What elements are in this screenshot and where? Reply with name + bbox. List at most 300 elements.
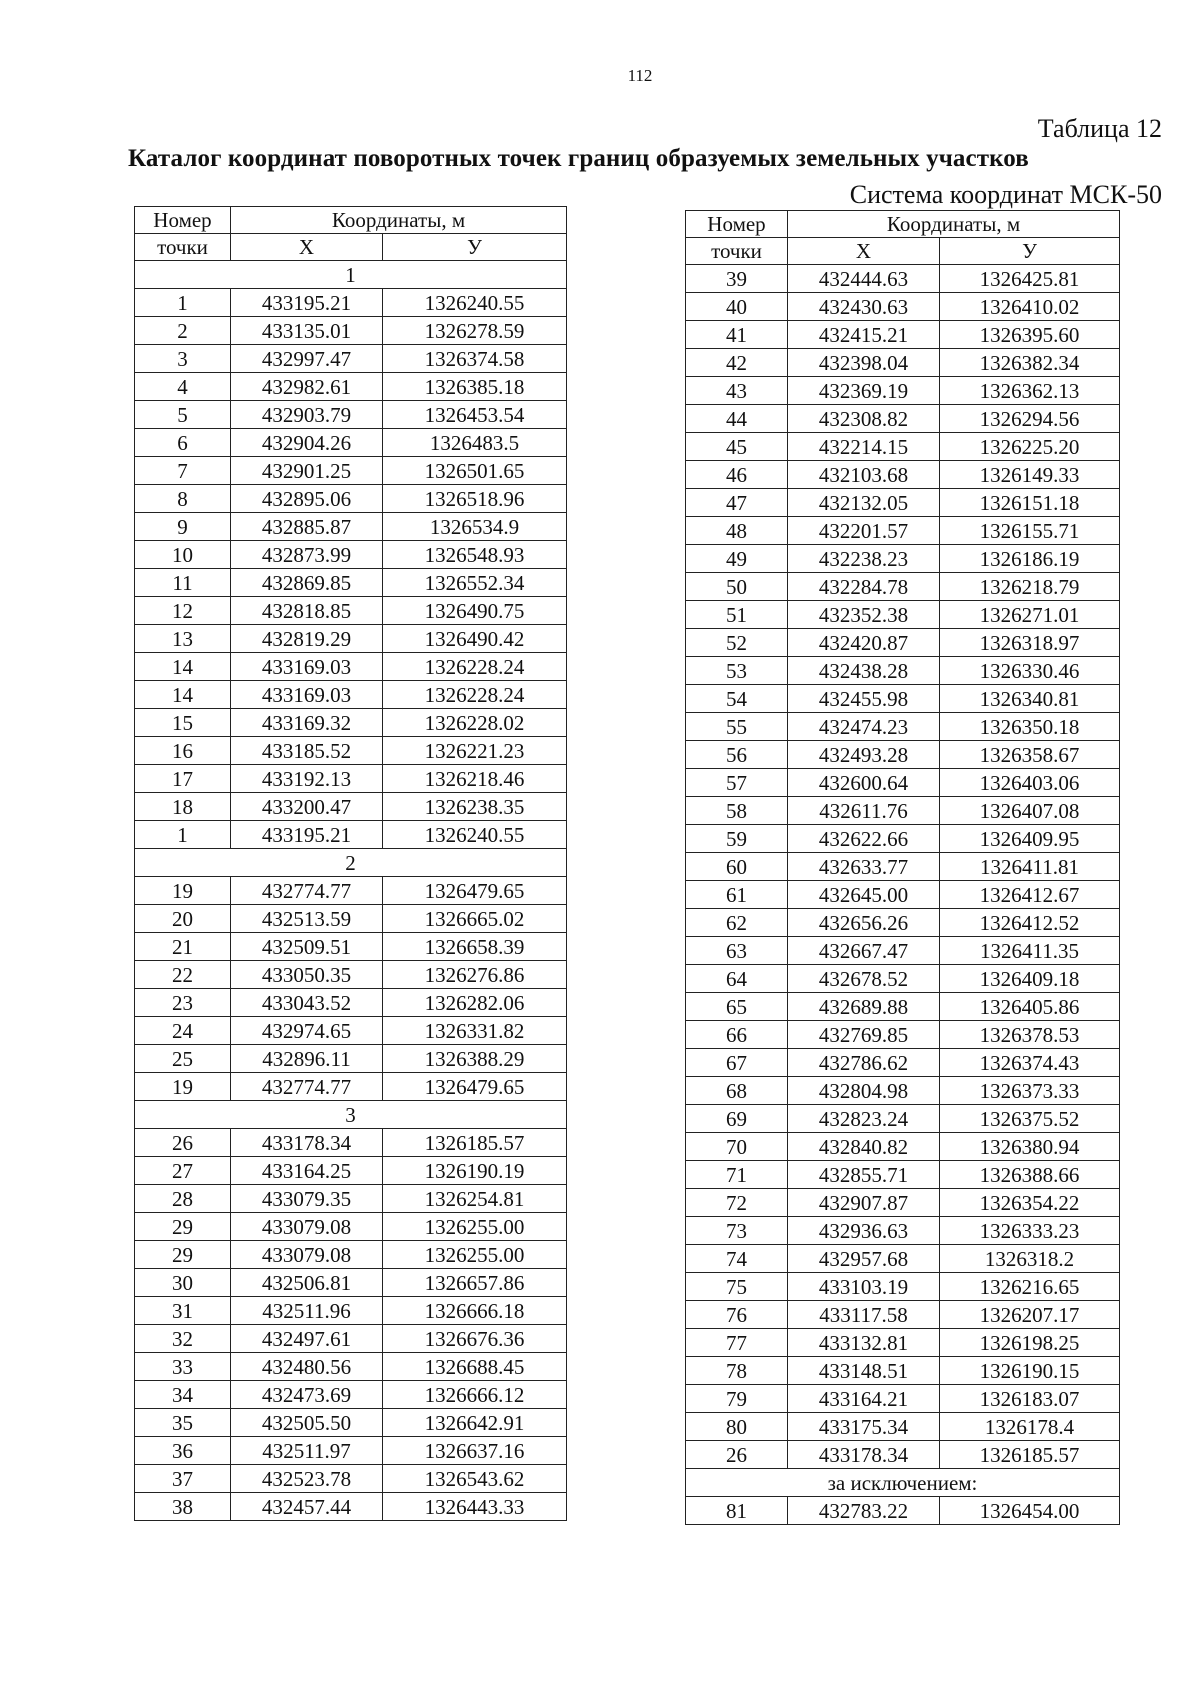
x-coordinate-cell: 432493.28 [788, 741, 940, 769]
point-number-cell: 25 [135, 1045, 231, 1073]
y-coordinate-cell: 1326254.81 [383, 1185, 567, 1213]
document-title: Каталог координат поворотных точек границ образуемых земельных участков [128, 145, 1029, 172]
page-number: 112 [627, 66, 653, 85]
y-coordinate-cell: 1326178.4 [940, 1413, 1120, 1441]
point-number-cell: 14 [135, 653, 231, 681]
table-row [135, 1073, 567, 1101]
y-coordinate-cell: 1326333.23 [940, 1217, 1120, 1245]
table-row [135, 541, 567, 569]
y-coordinate-cell: 1326374.58 [383, 345, 567, 373]
point-number-cell: 62 [686, 909, 788, 937]
point-number-cell: 36 [135, 1437, 231, 1465]
x-coordinate-cell: 432783.22 [788, 1497, 940, 1525]
point-number-cell: 21 [135, 933, 231, 961]
y-coordinate-cell: 1326198.25 [940, 1329, 1120, 1357]
x-coordinate-cell: 432369.19 [788, 377, 940, 405]
group-label: 2 [135, 849, 567, 877]
x-coordinate-cell: 432819.29 [231, 625, 383, 653]
y-coordinate-cell: 1326388.66 [940, 1161, 1120, 1189]
x-coordinate-cell: 433079.08 [231, 1213, 383, 1241]
table-row [135, 317, 567, 345]
table-row [686, 825, 1120, 853]
table-row [686, 629, 1120, 657]
point-number-cell: 32 [135, 1325, 231, 1353]
y-coordinate-cell: 1326373.33 [940, 1077, 1120, 1105]
x-coordinate-cell: 432840.82 [788, 1133, 940, 1161]
header-y: У [940, 238, 1120, 265]
table-row [686, 1021, 1120, 1049]
y-coordinate-cell: 1326228.24 [383, 653, 567, 681]
point-number-cell: 77 [686, 1329, 788, 1357]
x-coordinate-cell: 432823.24 [788, 1105, 940, 1133]
point-number-cell: 55 [686, 713, 788, 741]
table-row [686, 1329, 1120, 1357]
point-number-cell: 13 [135, 625, 231, 653]
x-coordinate-cell: 432873.99 [231, 541, 383, 569]
point-number-cell: 37 [135, 1465, 231, 1493]
point-number-cell: 71 [686, 1161, 788, 1189]
point-number-cell: 26 [686, 1441, 788, 1469]
y-coordinate-cell: 1326294.56 [940, 405, 1120, 433]
y-coordinate-cell: 1326225.20 [940, 433, 1120, 461]
x-coordinate-cell: 433200.47 [231, 793, 383, 821]
table-row [135, 653, 567, 681]
x-coordinate-cell: 432474.23 [788, 713, 940, 741]
point-number-cell: 74 [686, 1245, 788, 1273]
table-row [135, 345, 567, 373]
x-coordinate-cell: 432885.87 [231, 513, 383, 541]
y-coordinate-cell: 1326409.95 [940, 825, 1120, 853]
x-coordinate-cell: 432473.69 [231, 1381, 383, 1409]
table-row [135, 1129, 567, 1157]
x-coordinate-cell: 433103.19 [788, 1273, 940, 1301]
x-coordinate-cell: 433050.35 [231, 961, 383, 989]
y-coordinate-cell: 1326282.06 [383, 989, 567, 1017]
table-row [686, 405, 1120, 433]
group-label: 1 [135, 261, 567, 289]
point-number-cell: 61 [686, 881, 788, 909]
y-coordinate-cell: 1326228.02 [383, 709, 567, 737]
x-coordinate-cell: 433079.08 [231, 1241, 383, 1269]
table-row [135, 821, 567, 849]
point-number-cell: 68 [686, 1077, 788, 1105]
y-coordinate-cell: 1326454.00 [940, 1497, 1120, 1525]
y-coordinate-cell: 1326238.35 [383, 793, 567, 821]
y-coordinate-cell: 1326688.45 [383, 1353, 567, 1381]
table-row [686, 461, 1120, 489]
group-row [686, 1469, 1120, 1497]
x-coordinate-cell: 432438.28 [788, 657, 940, 685]
table-row [135, 1185, 567, 1213]
x-coordinate-cell: 432308.82 [788, 405, 940, 433]
y-coordinate-cell: 1326276.86 [383, 961, 567, 989]
y-coordinate-cell: 1326149.33 [940, 461, 1120, 489]
point-number-cell: 69 [686, 1105, 788, 1133]
header-x: X [788, 238, 940, 265]
table-row [686, 937, 1120, 965]
table-row [135, 989, 567, 1017]
point-number-cell: 67 [686, 1049, 788, 1077]
table-row [135, 401, 567, 429]
group-label: за исключением: [686, 1469, 1120, 1497]
table-row [686, 1161, 1120, 1189]
point-number-cell: 8 [135, 485, 231, 513]
table-row [686, 433, 1120, 461]
table-row [686, 1245, 1120, 1273]
point-number-cell: 44 [686, 405, 788, 433]
point-number-cell: 60 [686, 853, 788, 881]
table-row [686, 377, 1120, 405]
x-coordinate-cell: 432600.64 [788, 769, 940, 797]
point-number-cell: 15 [135, 709, 231, 737]
x-coordinate-cell: 432678.52 [788, 965, 940, 993]
x-coordinate-cell: 432633.77 [788, 853, 940, 881]
x-coordinate-cell: 432769.85 [788, 1021, 940, 1049]
y-coordinate-cell: 1326552.34 [383, 569, 567, 597]
y-coordinate-cell: 1326186.19 [940, 545, 1120, 573]
table-row [686, 741, 1120, 769]
y-coordinate-cell: 1326388.29 [383, 1045, 567, 1073]
header-x: X [231, 234, 383, 261]
x-coordinate-cell: 432804.98 [788, 1077, 940, 1105]
coordinates-table-left [134, 206, 567, 1521]
y-coordinate-cell: 1326378.53 [940, 1021, 1120, 1049]
y-coordinate-cell: 1326240.55 [383, 289, 567, 317]
y-coordinate-cell: 1326395.60 [940, 321, 1120, 349]
table-row [686, 265, 1120, 293]
point-number-cell: 41 [686, 321, 788, 349]
point-number-cell: 72 [686, 1189, 788, 1217]
point-number-cell: 54 [686, 685, 788, 713]
table-row [135, 373, 567, 401]
y-coordinate-cell: 1326318.97 [940, 629, 1120, 657]
point-number-cell: 16 [135, 737, 231, 765]
x-coordinate-cell: 432907.87 [788, 1189, 940, 1217]
table-row [135, 1157, 567, 1185]
x-coordinate-cell: 432957.68 [788, 1245, 940, 1273]
x-coordinate-cell: 432201.57 [788, 517, 940, 545]
table-row [135, 905, 567, 933]
y-coordinate-cell: 1326409.18 [940, 965, 1120, 993]
table-row [686, 1189, 1120, 1217]
table-row [686, 1301, 1120, 1329]
point-number-cell: 78 [686, 1357, 788, 1385]
point-number-cell: 65 [686, 993, 788, 1021]
point-number-cell: 42 [686, 349, 788, 377]
y-coordinate-cell: 1326479.65 [383, 1073, 567, 1101]
table-row [135, 1045, 567, 1073]
x-coordinate-cell: 432689.88 [788, 993, 940, 1021]
table-row [135, 765, 567, 793]
table-row [135, 933, 567, 961]
x-coordinate-cell: 432818.85 [231, 597, 383, 625]
point-number-cell: 35 [135, 1409, 231, 1437]
x-coordinate-cell: 433178.34 [788, 1441, 940, 1469]
y-coordinate-cell: 1326411.81 [940, 853, 1120, 881]
coordinate-system-label: Система координат МСК-50 [849, 180, 1162, 209]
point-number-cell: 47 [686, 489, 788, 517]
point-number-cell: 1 [135, 289, 231, 317]
point-number-cell: 64 [686, 965, 788, 993]
y-coordinate-cell: 1326255.00 [383, 1241, 567, 1269]
table-row [135, 1437, 567, 1465]
point-number-cell: 66 [686, 1021, 788, 1049]
x-coordinate-cell: 432936.63 [788, 1217, 940, 1245]
y-coordinate-cell: 1326676.36 [383, 1325, 567, 1353]
y-coordinate-cell: 1326382.34 [940, 349, 1120, 377]
y-coordinate-cell: 1326412.67 [940, 881, 1120, 909]
x-coordinate-cell: 432645.00 [788, 881, 940, 909]
header-y: У [383, 234, 567, 261]
point-number-cell: 7 [135, 457, 231, 485]
y-coordinate-cell: 1326185.57 [383, 1129, 567, 1157]
table-row [686, 1049, 1120, 1077]
y-coordinate-cell: 1326185.57 [940, 1441, 1120, 1469]
table-row [135, 1353, 567, 1381]
x-coordinate-cell: 432896.11 [231, 1045, 383, 1073]
y-coordinate-cell: 1326490.75 [383, 597, 567, 625]
table-row [686, 1441, 1120, 1469]
x-coordinate-cell: 432430.63 [788, 293, 940, 321]
point-number-cell: 18 [135, 793, 231, 821]
point-number-cell: 29 [135, 1241, 231, 1269]
y-coordinate-cell: 1326151.18 [940, 489, 1120, 517]
y-coordinate-cell: 1326362.13 [940, 377, 1120, 405]
point-number-cell: 10 [135, 541, 231, 569]
point-number-cell: 29 [135, 1213, 231, 1241]
x-coordinate-cell: 432774.77 [231, 877, 383, 905]
table-row [135, 1213, 567, 1241]
point-number-cell: 70 [686, 1133, 788, 1161]
y-coordinate-cell: 1326278.59 [383, 317, 567, 345]
table-row [135, 289, 567, 317]
table-row [686, 517, 1120, 545]
point-number-cell: 6 [135, 429, 231, 457]
point-number-cell: 48 [686, 517, 788, 545]
x-coordinate-cell: 432982.61 [231, 373, 383, 401]
x-coordinate-cell: 433148.51 [788, 1357, 940, 1385]
table-row [686, 545, 1120, 573]
y-coordinate-cell: 1326548.93 [383, 541, 567, 569]
point-number-cell: 39 [686, 265, 788, 293]
table-row [686, 797, 1120, 825]
table-row [135, 457, 567, 485]
point-number-cell: 57 [686, 769, 788, 797]
x-coordinate-cell: 432352.38 [788, 601, 940, 629]
y-coordinate-cell: 1326375.52 [940, 1105, 1120, 1133]
table-row [135, 1325, 567, 1353]
x-coordinate-cell: 432420.87 [788, 629, 940, 657]
point-number-cell: 59 [686, 825, 788, 853]
y-coordinate-cell: 1326483.5 [383, 429, 567, 457]
y-coordinate-cell: 1326221.23 [383, 737, 567, 765]
x-coordinate-cell: 433169.32 [231, 709, 383, 737]
table-row [135, 1297, 567, 1325]
y-coordinate-cell: 1326642.91 [383, 1409, 567, 1437]
table-row [686, 349, 1120, 377]
y-coordinate-cell: 1326637.16 [383, 1437, 567, 1465]
table-row [686, 685, 1120, 713]
point-number-cell: 75 [686, 1273, 788, 1301]
x-coordinate-cell: 432455.98 [788, 685, 940, 713]
x-coordinate-cell: 432523.78 [231, 1465, 383, 1493]
table-row [686, 881, 1120, 909]
table-row [686, 713, 1120, 741]
x-coordinate-cell: 432497.61 [231, 1325, 383, 1353]
y-coordinate-cell: 1326255.00 [383, 1213, 567, 1241]
x-coordinate-cell: 432513.59 [231, 905, 383, 933]
y-coordinate-cell: 1326501.65 [383, 457, 567, 485]
x-coordinate-cell: 432997.47 [231, 345, 383, 373]
point-number-cell: 80 [686, 1413, 788, 1441]
y-coordinate-cell: 1326183.07 [940, 1385, 1120, 1413]
point-number-cell: 1 [135, 821, 231, 849]
x-coordinate-cell: 432398.04 [788, 349, 940, 377]
table-row [135, 1493, 567, 1521]
x-coordinate-cell: 432457.44 [231, 1493, 383, 1521]
table-row [686, 1357, 1120, 1385]
y-coordinate-cell: 1326318.2 [940, 1245, 1120, 1273]
y-coordinate-cell: 1326657.86 [383, 1269, 567, 1297]
table-row [686, 1413, 1120, 1441]
point-number-cell: 19 [135, 877, 231, 905]
y-coordinate-cell: 1326403.06 [940, 769, 1120, 797]
point-number-cell: 28 [135, 1185, 231, 1213]
point-number-cell: 79 [686, 1385, 788, 1413]
y-coordinate-cell: 1326385.18 [383, 373, 567, 401]
y-coordinate-cell: 1326240.55 [383, 821, 567, 849]
table-row [135, 513, 567, 541]
point-number-cell: 50 [686, 573, 788, 601]
point-number-cell: 24 [135, 1017, 231, 1045]
point-number-cell: 14 [135, 681, 231, 709]
x-coordinate-cell: 432238.23 [788, 545, 940, 573]
table-row [686, 1077, 1120, 1105]
point-number-cell: 23 [135, 989, 231, 1017]
x-coordinate-cell: 433135.01 [231, 317, 383, 345]
y-coordinate-cell: 1326666.12 [383, 1381, 567, 1409]
x-coordinate-cell: 432904.26 [231, 429, 383, 457]
y-coordinate-cell: 1326207.17 [940, 1301, 1120, 1329]
y-coordinate-cell: 1326271.01 [940, 601, 1120, 629]
y-coordinate-cell: 1326666.18 [383, 1297, 567, 1325]
x-coordinate-cell: 432505.50 [231, 1409, 383, 1437]
table-row [686, 601, 1120, 629]
header-point-number-line2: точки [135, 234, 231, 261]
point-number-cell: 52 [686, 629, 788, 657]
point-number-cell: 81 [686, 1497, 788, 1525]
point-number-cell: 19 [135, 1073, 231, 1101]
x-coordinate-cell: 432622.66 [788, 825, 940, 853]
x-coordinate-cell: 433169.03 [231, 681, 383, 709]
table-row [686, 573, 1120, 601]
point-number-cell: 33 [135, 1353, 231, 1381]
point-number-cell: 53 [686, 657, 788, 685]
table-row [135, 709, 567, 737]
y-coordinate-cell: 1326543.62 [383, 1465, 567, 1493]
table-row [686, 1105, 1120, 1133]
point-number-cell: 5 [135, 401, 231, 429]
x-coordinate-cell: 432895.06 [231, 485, 383, 513]
table-row [135, 793, 567, 821]
x-coordinate-cell: 433178.34 [231, 1129, 383, 1157]
point-number-cell: 22 [135, 961, 231, 989]
table-label: Таблица 12 [1037, 114, 1162, 143]
table-row [135, 737, 567, 765]
table-row [686, 1217, 1120, 1245]
table-row [686, 909, 1120, 937]
x-coordinate-cell: 432480.56 [231, 1353, 383, 1381]
point-number-cell: 38 [135, 1493, 231, 1521]
point-number-cell: 51 [686, 601, 788, 629]
y-coordinate-cell: 1326534.9 [383, 513, 567, 541]
y-coordinate-cell: 1326479.65 [383, 877, 567, 905]
point-number-cell: 3 [135, 345, 231, 373]
y-coordinate-cell: 1326407.08 [940, 797, 1120, 825]
table-row [686, 1497, 1120, 1525]
x-coordinate-cell: 433192.13 [231, 765, 383, 793]
y-coordinate-cell: 1326218.46 [383, 765, 567, 793]
table-row [135, 1269, 567, 1297]
x-coordinate-cell: 432415.21 [788, 321, 940, 349]
y-coordinate-cell: 1326380.94 [940, 1133, 1120, 1161]
y-coordinate-cell: 1326443.33 [383, 1493, 567, 1521]
point-number-cell: 63 [686, 937, 788, 965]
point-number-cell: 4 [135, 373, 231, 401]
table-row [135, 625, 567, 653]
y-coordinate-cell: 1326358.67 [940, 741, 1120, 769]
point-number-cell: 31 [135, 1297, 231, 1325]
x-coordinate-cell: 433164.25 [231, 1157, 383, 1185]
header-point-number: Номер [135, 207, 231, 234]
x-coordinate-cell: 433195.21 [231, 821, 383, 849]
x-coordinate-cell: 432901.25 [231, 457, 383, 485]
y-coordinate-cell: 1326665.02 [383, 905, 567, 933]
header-coordinates: Координаты, м [788, 211, 1120, 238]
table-row [686, 1273, 1120, 1301]
table-row [135, 681, 567, 709]
point-number-cell: 58 [686, 797, 788, 825]
x-coordinate-cell: 432511.97 [231, 1437, 383, 1465]
header-point-number: Номер [686, 211, 788, 238]
x-coordinate-cell: 433079.35 [231, 1185, 383, 1213]
table-row [135, 1465, 567, 1493]
x-coordinate-cell: 433164.21 [788, 1385, 940, 1413]
table-row [135, 569, 567, 597]
x-coordinate-cell: 433185.52 [231, 737, 383, 765]
x-coordinate-cell: 433043.52 [231, 989, 383, 1017]
table-row [686, 293, 1120, 321]
y-coordinate-cell: 1326190.19 [383, 1157, 567, 1185]
y-coordinate-cell: 1326331.82 [383, 1017, 567, 1045]
y-coordinate-cell: 1326340.81 [940, 685, 1120, 713]
y-coordinate-cell: 1326518.96 [383, 485, 567, 513]
table-row [135, 961, 567, 989]
x-coordinate-cell: 433169.03 [231, 653, 383, 681]
point-number-cell: 34 [135, 1381, 231, 1409]
table-row [686, 993, 1120, 1021]
table-row [135, 597, 567, 625]
table-row [686, 769, 1120, 797]
table-row [686, 965, 1120, 993]
x-coordinate-cell: 432786.62 [788, 1049, 940, 1077]
point-number-cell: 49 [686, 545, 788, 573]
point-number-cell: 76 [686, 1301, 788, 1329]
point-number-cell: 11 [135, 569, 231, 597]
x-coordinate-cell: 433175.34 [788, 1413, 940, 1441]
coordinates-table-right [685, 210, 1120, 1525]
x-coordinate-cell: 433195.21 [231, 289, 383, 317]
